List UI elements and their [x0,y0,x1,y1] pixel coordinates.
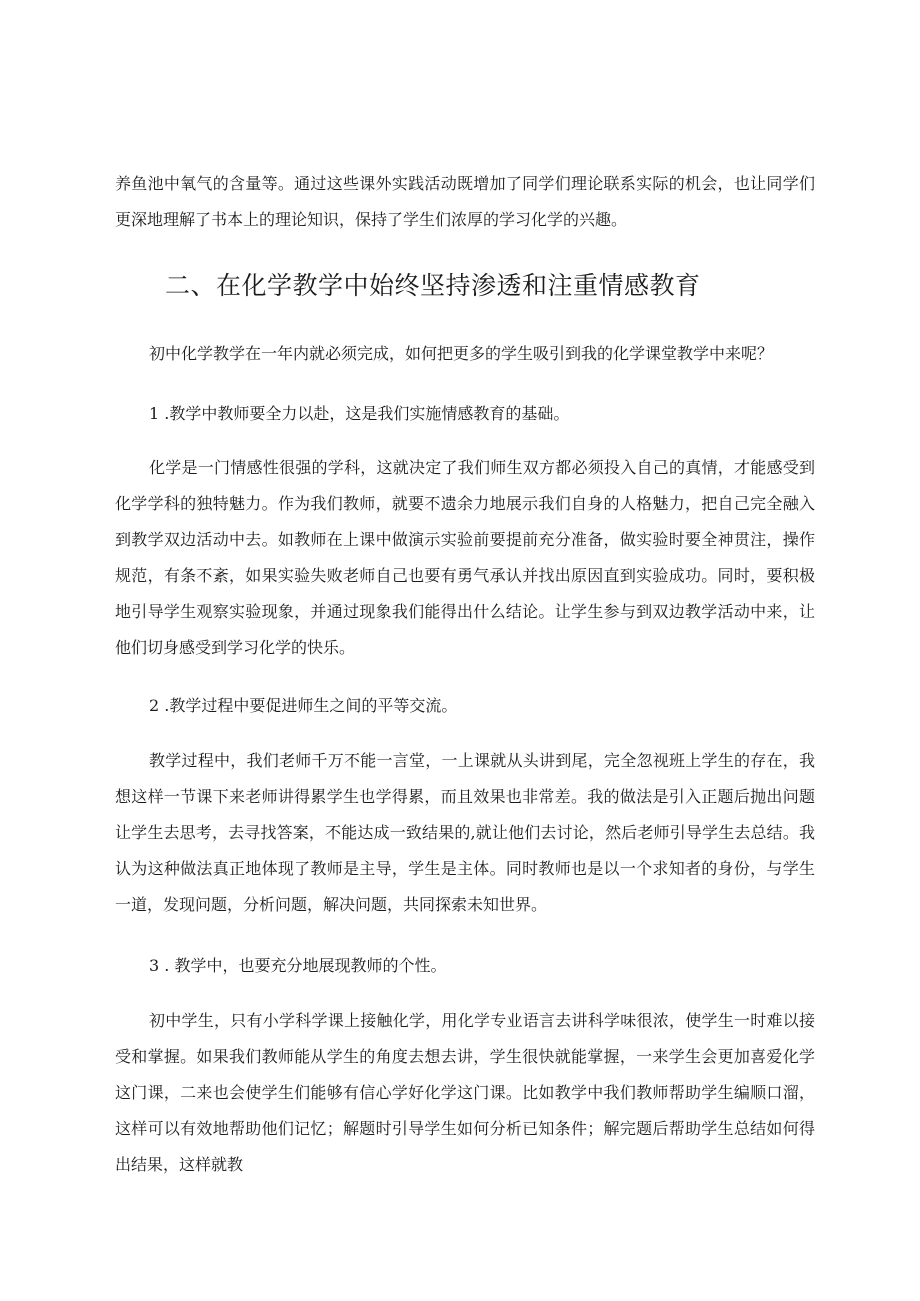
item-3-title: 3 . 教学中，也要充分地展现教师的个性。 [149,956,447,975]
section-heading: 二、在化学教学中始终坚持渗透和注重情感教育 [165,271,701,300]
item-2-body: 教学过程中，我们老师千万不能一言堂，一上课就从头讲到尾，完全忽视班上学生的存在，我想这样一节课下来老师讲得累学生也学得累，而且效果也非常差。我的做法是引入正题后抛出问题让学生去思考，去寻找答案，不能达成一致结果的,就让他们去讨论，然后老师引导学生去总结。我认为这种做法真正地体现了教师是主导，学生是主体。同时教师也是以一个求知者的身份，与学生一道，发现问题，分析问题，解决问题，共同探索未知世界。 [115,751,815,914]
section-intro-paragraph: 初中化学教学在一年内就必须完成，如何把更多的学生吸引到我的化学课堂教学中来呢？ [149,344,774,363]
item-3-body: 初中学生，只有小学科学课上接触化学，用化学专业语言去讲科学味很浓，使学生一时难以接受和掌握。如果我们教师能从学生的角度去想去讲，学生很快就能掌握，一来学生会更加喜爱化学这门课，二来也会使学生们能够有信心学好化学这门课。比如教学中我们教师帮助学生编顺口溜，这样可以有效地帮助他们记忆；解题时引导学生如何分析已知条件；解完题后帮助学生总结如何得出结果，这样就教 [115,1011,815,1174]
item-2-title: 2 .教学过程中要促进师生之间的平等交流。 [149,696,458,715]
item-1-title: 1 .教学中教师要全力以赴，这是我们实施情感教育的基础。 [149,404,570,423]
intro-paragraph: 养鱼池中氧气的含量等。通过这些课外实践活动既增加了同学们理论联系实际的机会，也让同学们更深地理解了书本上的理论知识，保持了学生们浓厚的学习化学的兴趣。 [115,174,815,229]
item-1-body: 化学是一门情感性很强的学科，这就决定了我们师生双方都必须投入自己的真情，才能感受到化学学科的独特魅力。作为我们教师，就要不遗余力地展示我们自身的人格魅力，把自己完全融入到教学双边活动中去。如教师在上课中做演示实验前要提前充分准备，做实验时要全神贯注，操作规范，有条不紊，如果实验失败老师自己也要有勇气承认并找出原因直到实验成功。同时，要积极地引导学生观察实验现象，并通过现象我们能得出什么结论。让学生参与到双边教学活动中来，让他们切身感受到学习化学的快乐。 [115,458,815,657]
